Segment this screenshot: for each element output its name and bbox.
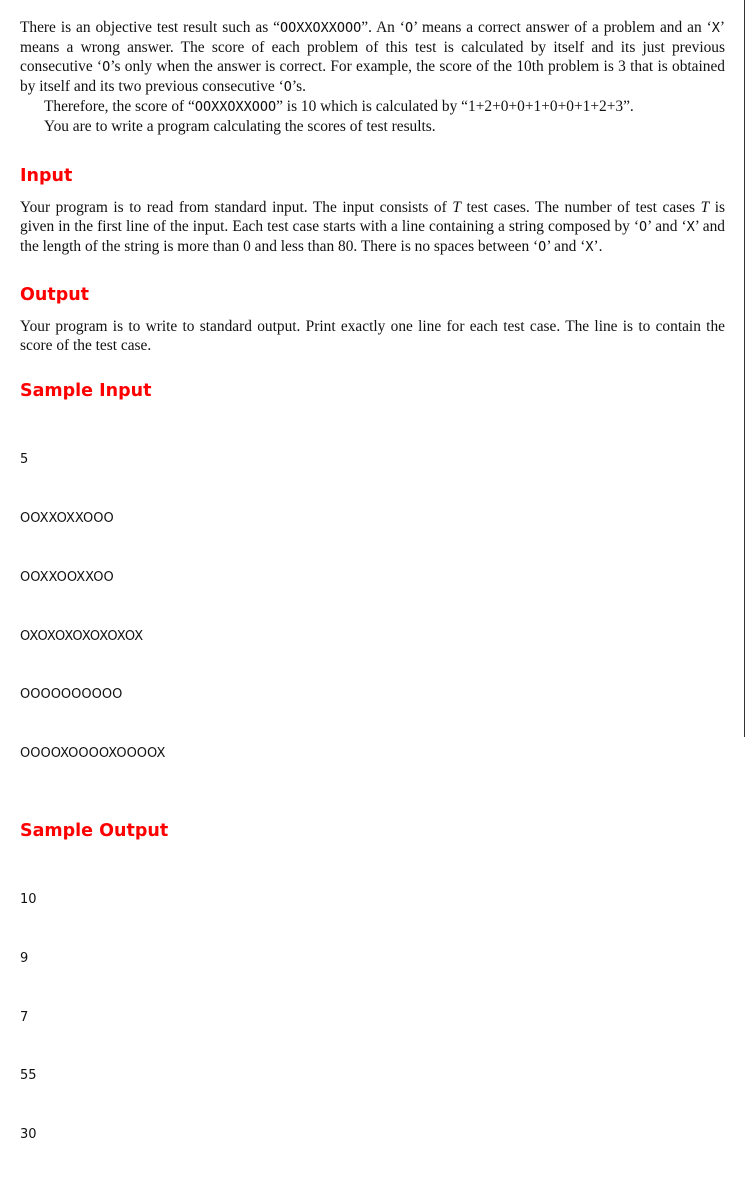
input-text: Your program is to read from standard input. The input consists of [20,199,453,216]
variable-t: T [452,199,461,216]
sample-input-line: 5 [20,452,29,468]
symbol-x: X [711,20,720,36]
problem-content [20,18,725,1184]
intro-text: Therefore, the score of “ [44,98,195,115]
intro-paragraph [20,18,725,97]
sample-output-line: 7 [20,1009,29,1025]
intro-text: ’ means a wrong answer. The score of each problem of this test is calculated by itself and its just previous consecutive ‘ [20,19,725,75]
intro-text: There is an objective test result such as “ [20,19,281,36]
sample-output-block [20,851,725,1184]
symbol-o: O [639,219,648,235]
symbol-o: O [538,239,547,255]
example-string: OOXXOXXOOO [194,99,277,115]
variable-t: T [700,199,710,216]
sample-output-line: 10 [20,892,37,908]
sample-input-line: OXOXOXOXOXOXOX [20,628,144,644]
output-heading: Output [20,285,90,305]
intro-task-paragraph: You are to write a program calculating the scores of test results. [44,118,436,135]
symbol-o: O [102,59,111,75]
intro-text: ’s. [291,78,306,95]
sample-input-line: OOOOXOOOOXOOOOX [20,746,166,762]
sample-output-line: 30 [20,1127,37,1143]
output-description: Your program is to write to standard output. Print exactly one line for each test case. The line is to contain the score of the test case. [20,318,725,354]
intro-text: ’s only when the answer is correct. For example, the score of the 10th problem is 3 that is obtained by itself and its two previous consecutive ‘ [20,58,725,95]
intro-example-paragraph [20,97,725,117]
input-text: test cases. The number of test cases [460,199,701,216]
intro-text: ” is 10 which is calculated by “1+2+0+0+1+0+0+1+2+3”. [276,98,634,115]
symbol-o: O [404,20,414,36]
sample-input-block [20,411,725,803]
input-text: ’. [593,238,603,255]
sample-input-line: OOOOOOOOOO [20,687,123,703]
input-heading: Input [20,166,73,186]
input-description [20,198,725,257]
sample-input-line: OOXXOXXOOO [20,510,114,526]
symbol-x: X [585,239,594,255]
sample-output-heading: Sample Output [20,820,169,841]
input-text: is given in the first line of the input. Each test case starts with a line containing a string composed by ‘ [20,199,725,235]
sample-input-heading: Sample Input [20,381,152,401]
symbol-x: X [686,219,695,235]
input-text: ’ and ‘ [546,238,586,255]
intro-text: ’ means a correct answer of a problem and an ‘ [413,19,712,36]
symbol-o: O [283,79,292,95]
intro-text: ”. An ‘ [361,19,405,36]
sample-output-line: 9 [20,950,29,966]
sample-output-line: 55 [20,1068,37,1084]
input-text: ’ and the length of the string is more than 0 and less than 80. There is no spaces between ‘ [20,218,726,255]
input-text: ’ and ‘ [647,218,687,235]
example-string: OOXXOXXOOO [280,20,362,36]
sample-input-line: OOXXOOXXOO [20,569,114,585]
